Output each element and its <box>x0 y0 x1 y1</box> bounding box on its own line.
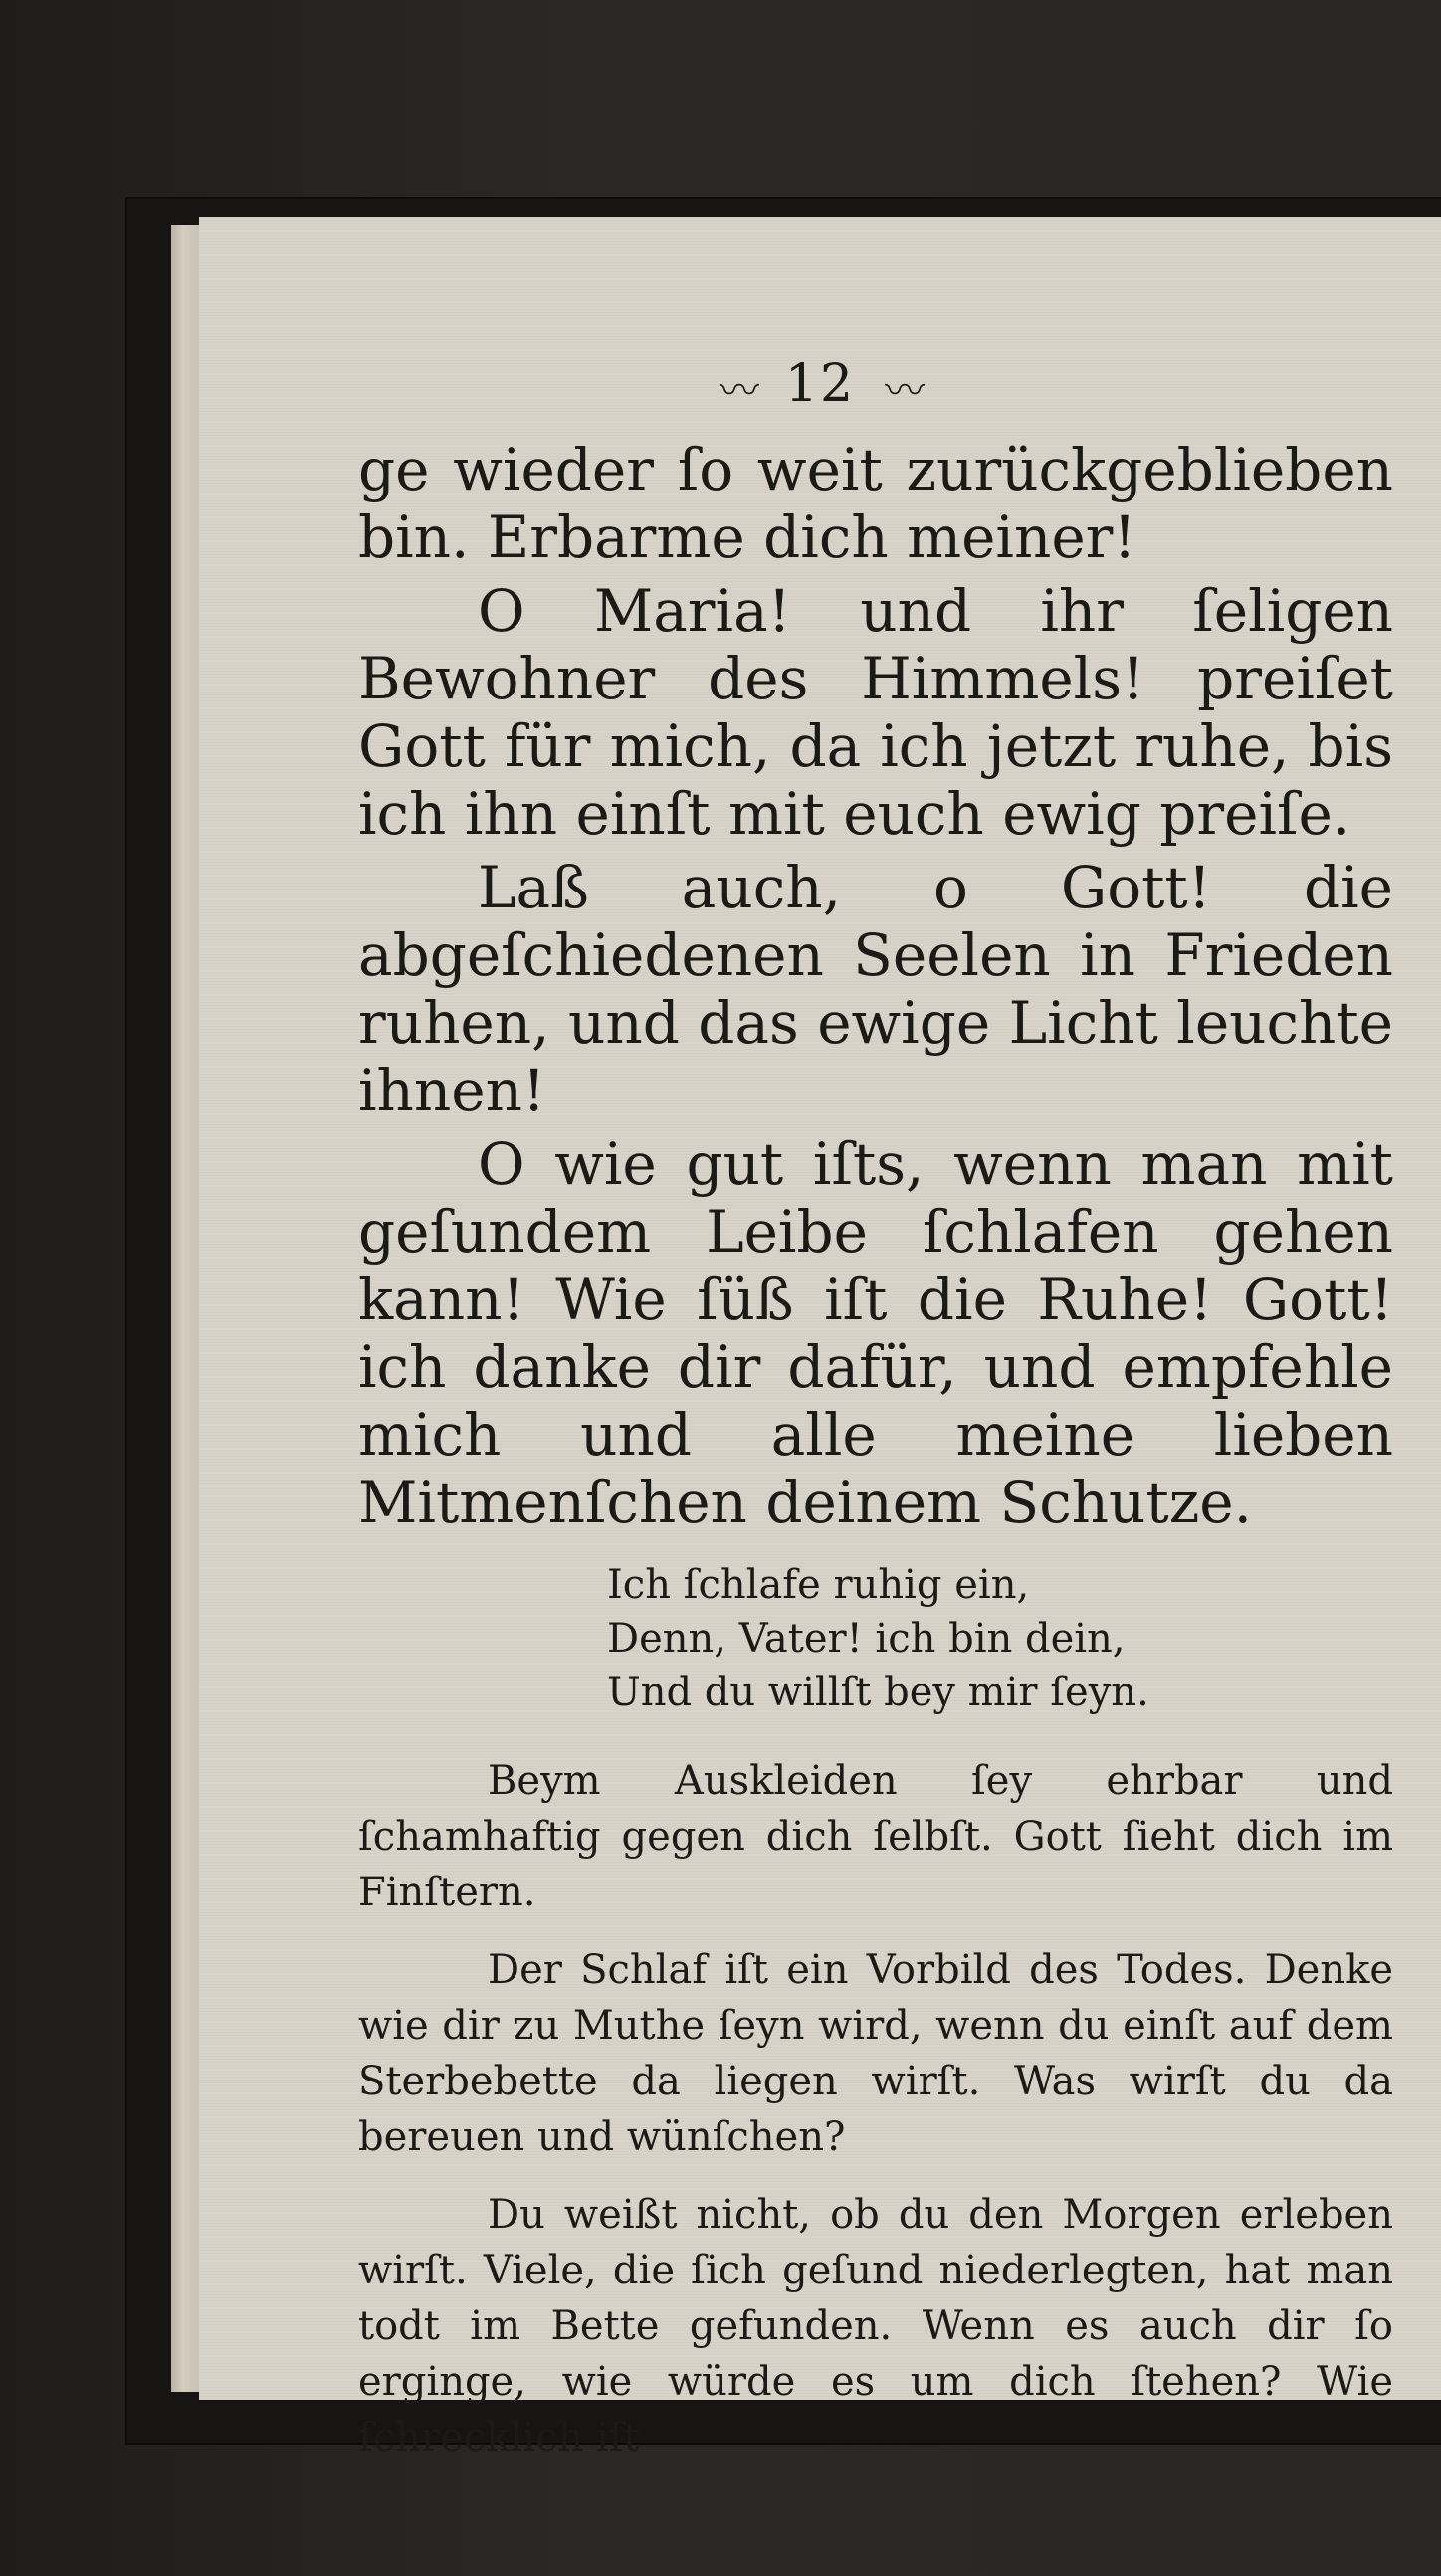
verse-block <box>607 1558 1393 1719</box>
verse-line-2: Denn, Vater! ich bin dein, <box>607 1616 1126 1662</box>
ornament-right-icon: 〰 <box>885 368 922 414</box>
paragraph-6: Der Schlaf iſt ein Vorbild des Todes. Denke wie dir zu Muthe ſeyn wird, wenn du einſt auf dem Sterbebette da liegen wirſt. Was wirſt du da bereuen und wünſchen? <box>358 1947 1393 2160</box>
page-edge <box>171 225 202 2392</box>
page-header <box>199 354 1441 416</box>
book-page <box>199 217 1441 2461</box>
page-number: 12 <box>784 354 856 414</box>
verse-line-3: Und du willſt bey mir ſeyn. <box>607 1670 1149 1715</box>
page-body <box>358 436 1393 2487</box>
paragraph-4: O wie gut iſts, wenn man mit geſundem Leibe ſchlafen gehen kann! Wie ſüß iſt die Ruhe! Gott! ich danke dir dafür, und empfehle mich und alle meine lieben Mitmenſchen deinem Schutze. <box>358 1130 1393 1536</box>
ornament-left-icon: 〰 <box>719 368 755 414</box>
paragraph-7: Du weißt nicht, ob du den Morgen erleben wirſt. Viele, die ſich geſund niederlegten, hat man todt im Bette gefunden. Wenn es auch dir ſo erginge, wie würde es um dich ſtehen? Wie ſchrecklich iſt <box>358 2192 1393 2461</box>
verse-line-1: Ich ſchlafe ruhig ein, <box>607 1562 1030 1608</box>
paragraph-3: Laß auch, o Gott! die abgeſchiedenen Seelen in Frieden ruhen, und das ewige Licht leuchte ihnen! <box>358 854 1393 1124</box>
paragraph-2: O Maria! und ihr ſeligen Bewohner des Himmels! preiſet Gott für mich, da ich jetzt ruhe, bis ich ihn einſt mit euch ewig preiſe. <box>358 577 1393 848</box>
paragraph-5: Beym Auskleiden ſey ehrbar und ſchamhaftig gegen dich ſelbſt. Gott ſieht dich im Finſtern. <box>358 1758 1393 1915</box>
paragraph-1: ge wieder ſo weit zurückgeblieben bin. Erbarme dich meiner! <box>358 436 1393 571</box>
